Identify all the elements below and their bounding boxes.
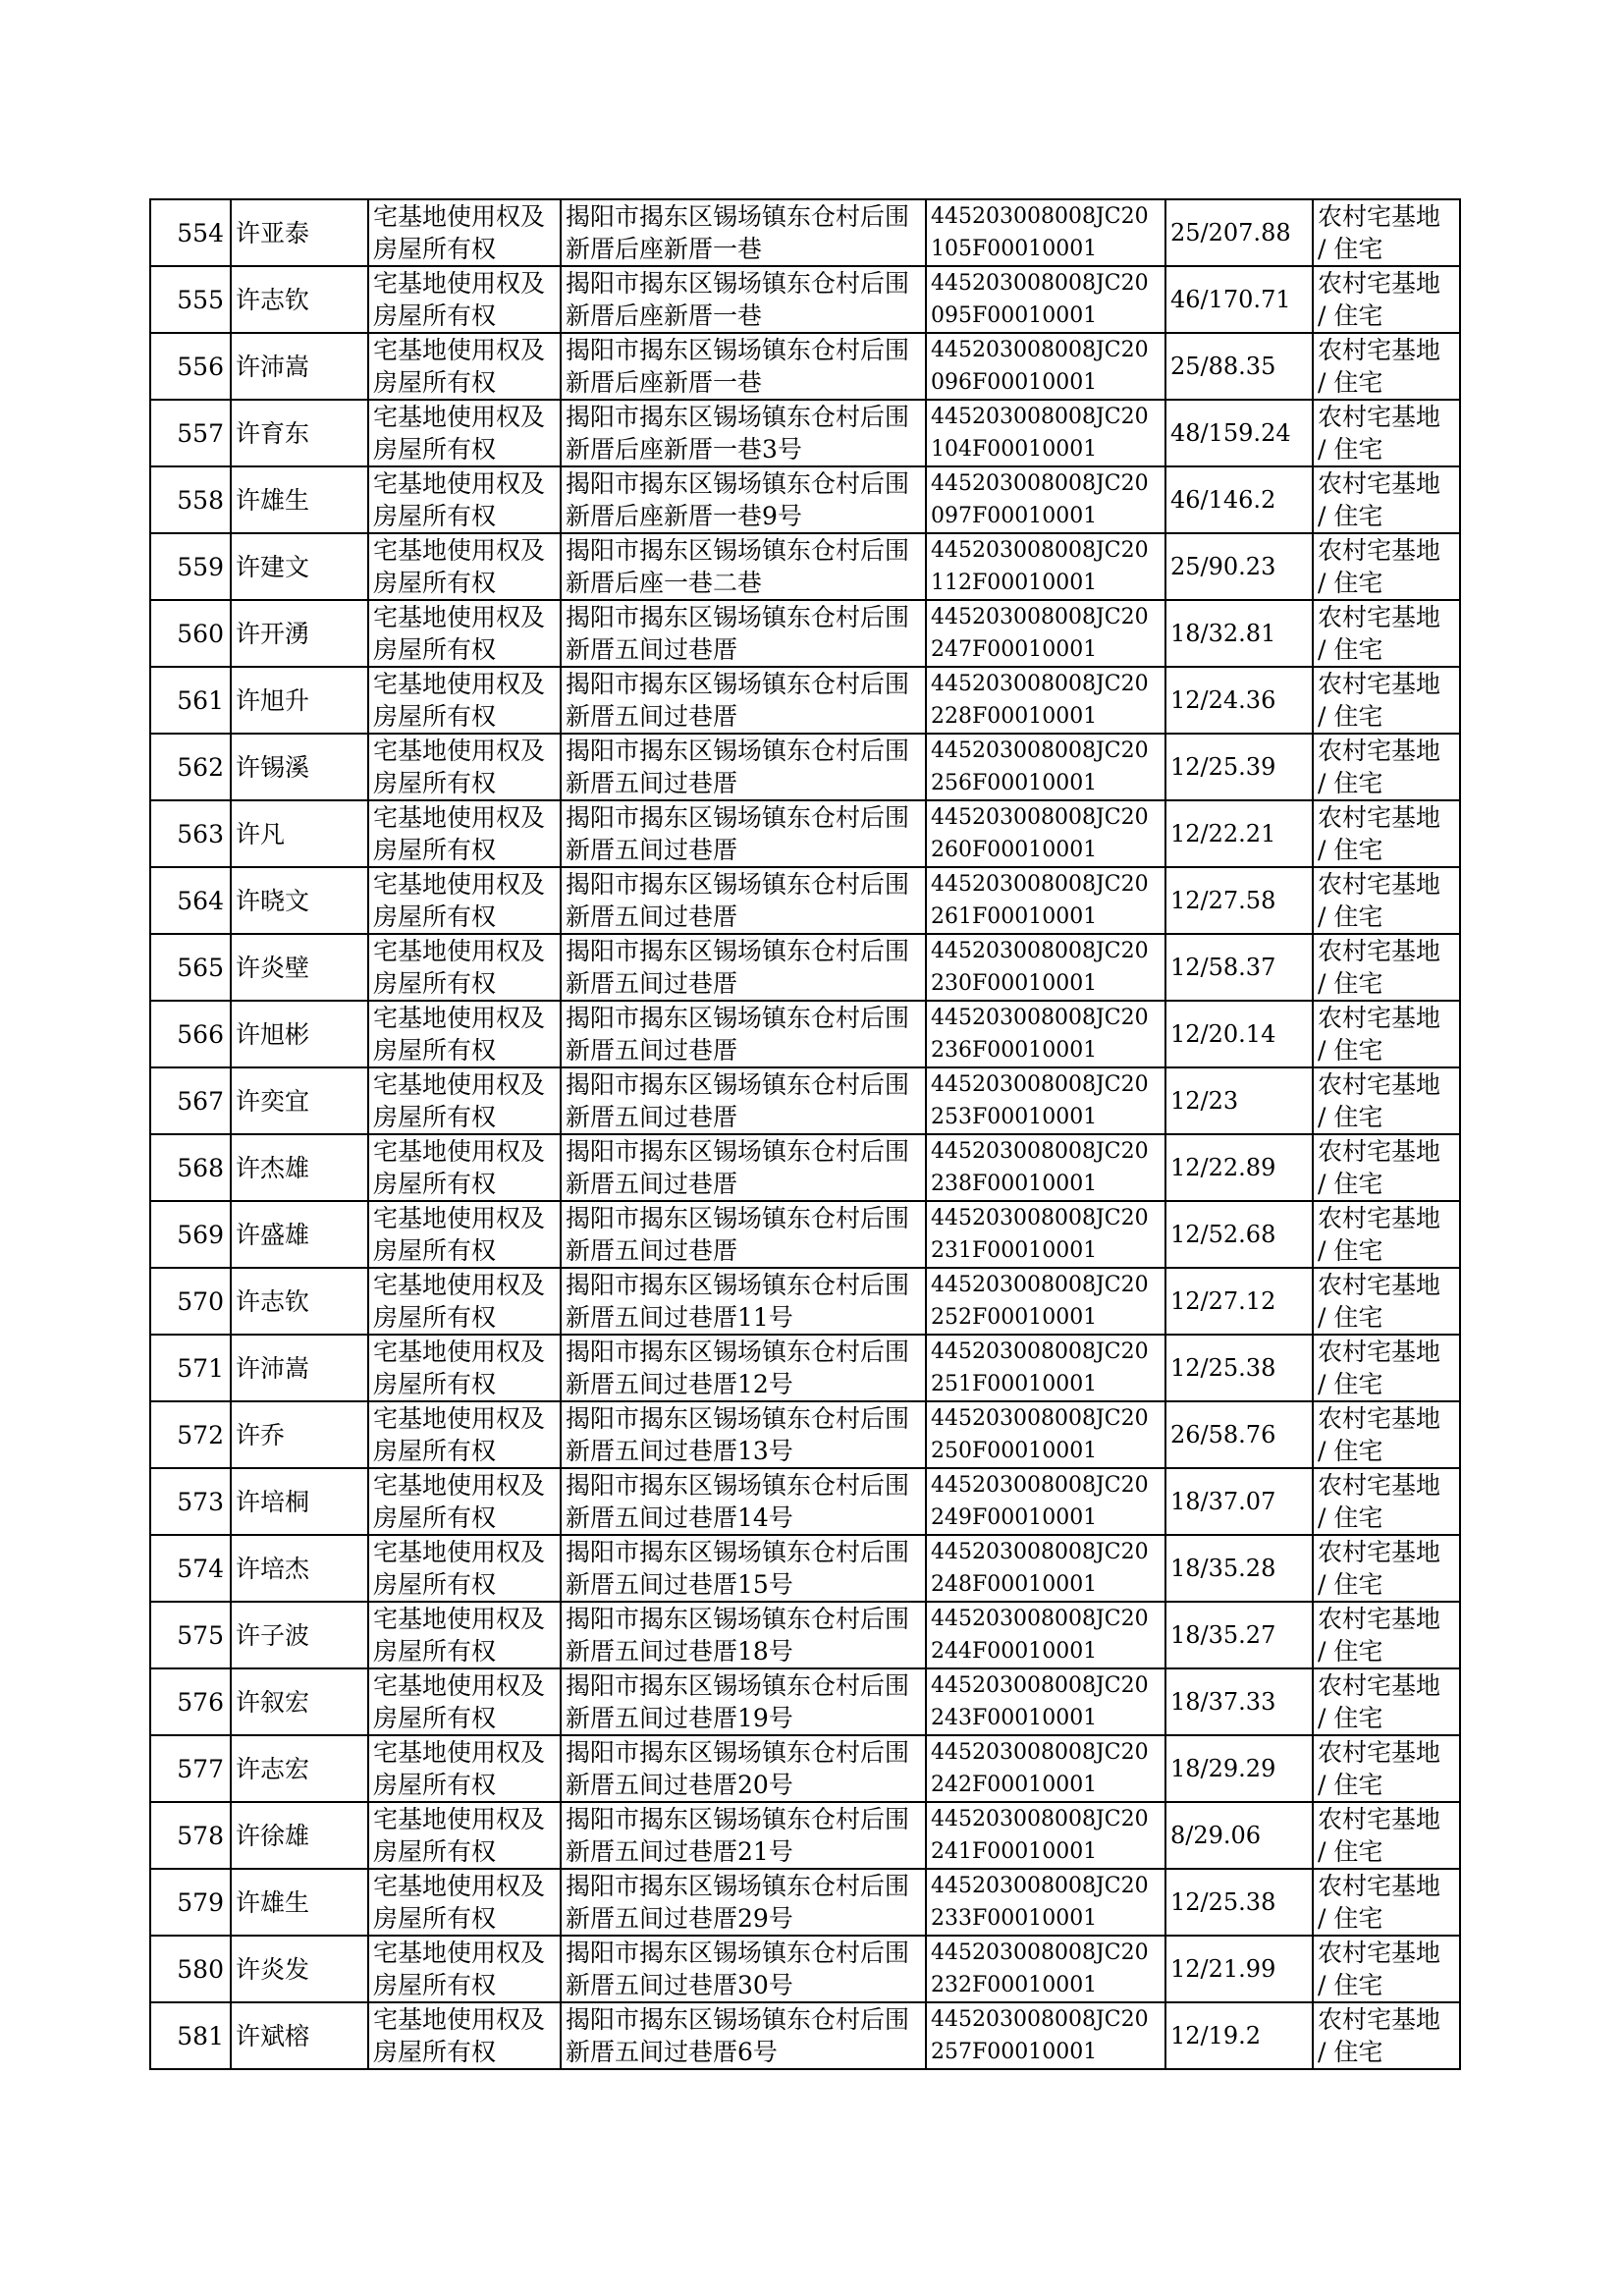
owner-name: 许志钦 [231, 1268, 368, 1335]
area-value: 25/90.23 [1165, 533, 1313, 600]
property-unit-code: 445203008008JC20242F00010001 [926, 1735, 1165, 1802]
row-number: 559 [150, 533, 231, 600]
right-type: 宅基地使用权及房屋所有权 [368, 1468, 561, 1535]
property-unit-code: 445203008008JC20096F00010001 [926, 333, 1165, 400]
property-location: 揭阳市揭东区锡场镇东仓村后围新厝五间过巷厝 [561, 667, 926, 734]
land-use: 农村宅基地 / 住宅 [1313, 199, 1460, 266]
right-type: 宅基地使用权及房屋所有权 [368, 934, 561, 1001]
area-value: 12/27.12 [1165, 1268, 1313, 1335]
property-location: 揭阳市揭东区锡场镇东仓村后围新厝五间过巷厝 [561, 867, 926, 934]
land-use: 农村宅基地 / 住宅 [1313, 734, 1460, 800]
land-use: 农村宅基地 / 住宅 [1313, 466, 1460, 533]
right-type: 宅基地使用权及房屋所有权 [368, 1936, 561, 2002]
row-number: 560 [150, 600, 231, 667]
land-use: 农村宅基地 / 住宅 [1313, 533, 1460, 600]
area-value: 12/52.68 [1165, 1201, 1313, 1268]
area-value: 48/159.24 [1165, 400, 1313, 466]
property-location: 揭阳市揭东区锡场镇东仓村后围新厝五间过巷厝20号 [561, 1735, 926, 1802]
property-location: 揭阳市揭东区锡场镇东仓村后围新厝五间过巷厝30号 [561, 1936, 926, 2002]
table-row [150, 400, 1460, 466]
owner-name: 许培杰 [231, 1535, 368, 1602]
area-value: 18/29.29 [1165, 1735, 1313, 1802]
owner-name: 许盛雄 [231, 1201, 368, 1268]
right-type: 宅基地使用权及房屋所有权 [368, 1067, 561, 1134]
property-location: 揭阳市揭东区锡场镇东仓村后围新厝五间过巷厝12号 [561, 1335, 926, 1401]
table-row [150, 1869, 1460, 1936]
right-type: 宅基地使用权及房屋所有权 [368, 266, 561, 333]
property-unit-code: 445203008008JC20236F00010001 [926, 1001, 1165, 1067]
right-type: 宅基地使用权及房屋所有权 [368, 1735, 561, 1802]
row-number: 574 [150, 1535, 231, 1602]
property-unit-code: 445203008008JC20241F00010001 [926, 1802, 1165, 1869]
property-unit-code: 445203008008JC20231F00010001 [926, 1201, 1165, 1268]
land-use: 农村宅基地 / 住宅 [1313, 400, 1460, 466]
owner-name: 许沛嵩 [231, 1335, 368, 1401]
table-row [150, 466, 1460, 533]
right-type: 宅基地使用权及房屋所有权 [368, 1335, 561, 1401]
property-unit-code: 445203008008JC20097F00010001 [926, 466, 1165, 533]
property-unit-code: 445203008008JC20247F00010001 [926, 600, 1165, 667]
owner-name: 许雄生 [231, 466, 368, 533]
property-location: 揭阳市揭东区锡场镇东仓村后围新厝后座新厝一巷9号 [561, 466, 926, 533]
table-row [150, 1401, 1460, 1468]
area-value: 8/29.06 [1165, 1802, 1313, 1869]
area-value: 18/35.28 [1165, 1535, 1313, 1602]
right-type: 宅基地使用权及房屋所有权 [368, 1268, 561, 1335]
land-use: 农村宅基地 / 住宅 [1313, 1268, 1460, 1335]
row-number: 562 [150, 734, 231, 800]
property-unit-code: 445203008008JC20257F00010001 [926, 2002, 1165, 2069]
row-number: 576 [150, 1668, 231, 1735]
land-use: 农村宅基地 / 住宅 [1313, 266, 1460, 333]
property-unit-code: 445203008008JC20244F00010001 [926, 1602, 1165, 1668]
owner-name: 许乔 [231, 1401, 368, 1468]
right-type: 宅基地使用权及房屋所有权 [368, 1001, 561, 1067]
row-number: 568 [150, 1134, 231, 1201]
area-value: 12/22.21 [1165, 800, 1313, 867]
owner-name: 许育东 [231, 400, 368, 466]
table-row [150, 734, 1460, 800]
row-number: 556 [150, 333, 231, 400]
row-number: 566 [150, 1001, 231, 1067]
right-type: 宅基地使用权及房屋所有权 [368, 1668, 561, 1735]
row-number: 581 [150, 2002, 231, 2069]
owner-name: 许培桐 [231, 1468, 368, 1535]
table-row [150, 1001, 1460, 1067]
owner-name: 许旭彬 [231, 1001, 368, 1067]
land-use: 农村宅基地 / 住宅 [1313, 1468, 1460, 1535]
row-number: 569 [150, 1201, 231, 1268]
row-number: 557 [150, 400, 231, 466]
property-location: 揭阳市揭东区锡场镇东仓村后围新厝五间过巷厝6号 [561, 2002, 926, 2069]
table-row [150, 533, 1460, 600]
land-use: 农村宅基地 / 住宅 [1313, 1067, 1460, 1134]
right-type: 宅基地使用权及房屋所有权 [368, 1802, 561, 1869]
area-value: 18/32.81 [1165, 600, 1313, 667]
table-row [150, 333, 1460, 400]
property-location: 揭阳市揭东区锡场镇东仓村后围新厝五间过巷厝19号 [561, 1668, 926, 1735]
table-row [150, 600, 1460, 667]
table-row [150, 934, 1460, 1001]
owner-name: 许建文 [231, 533, 368, 600]
row-number: 555 [150, 266, 231, 333]
area-value: 46/146.2 [1165, 466, 1313, 533]
area-value: 12/25.39 [1165, 734, 1313, 800]
property-location: 揭阳市揭东区锡场镇东仓村后围新厝五间过巷厝29号 [561, 1869, 926, 1936]
area-value: 26/58.76 [1165, 1401, 1313, 1468]
table-row [150, 867, 1460, 934]
owner-name: 许雄生 [231, 1869, 368, 1936]
land-use: 农村宅基地 / 住宅 [1313, 1668, 1460, 1735]
land-use: 农村宅基地 / 住宅 [1313, 1535, 1460, 1602]
row-number: 563 [150, 800, 231, 867]
property-location: 揭阳市揭东区锡场镇东仓村后围新厝五间过巷厝18号 [561, 1602, 926, 1668]
right-type: 宅基地使用权及房屋所有权 [368, 2002, 561, 2069]
property-unit-code: 445203008008JC20260F00010001 [926, 800, 1165, 867]
table-row [150, 1802, 1460, 1869]
land-use: 农村宅基地 / 住宅 [1313, 1201, 1460, 1268]
right-type: 宅基地使用权及房屋所有权 [368, 1201, 561, 1268]
table-row [150, 1735, 1460, 1802]
table-row [150, 1201, 1460, 1268]
area-value: 12/25.38 [1165, 1869, 1313, 1936]
right-type: 宅基地使用权及房屋所有权 [368, 667, 561, 734]
owner-name: 许旭升 [231, 667, 368, 734]
land-use: 农村宅基地 / 住宅 [1313, 934, 1460, 1001]
area-value: 12/19.2 [1165, 2002, 1313, 2069]
property-unit-code: 445203008008JC20232F00010001 [926, 1936, 1165, 2002]
table-row [150, 1468, 1460, 1535]
row-number: 565 [150, 934, 231, 1001]
table-row [150, 1936, 1460, 2002]
owner-name: 许沛嵩 [231, 333, 368, 400]
area-value: 12/23 [1165, 1067, 1313, 1134]
right-type: 宅基地使用权及房屋所有权 [368, 600, 561, 667]
property-unit-code: 445203008008JC20261F00010001 [926, 867, 1165, 934]
property-unit-code: 445203008008JC20256F00010001 [926, 734, 1165, 800]
property-unit-code: 445203008008JC20112F00010001 [926, 533, 1165, 600]
area-value: 25/207.88 [1165, 199, 1313, 266]
owner-name: 许叙宏 [231, 1668, 368, 1735]
row-number: 564 [150, 867, 231, 934]
row-number: 567 [150, 1067, 231, 1134]
row-number: 558 [150, 466, 231, 533]
table-row [150, 1535, 1460, 1602]
property-location: 揭阳市揭东区锡场镇东仓村后围新厝五间过巷厝 [561, 1201, 926, 1268]
land-use: 农村宅基地 / 住宅 [1313, 1602, 1460, 1668]
owner-name: 许开湧 [231, 600, 368, 667]
property-location: 揭阳市揭东区锡场镇东仓村后围新厝五间过巷厝 [561, 1001, 926, 1067]
land-use: 农村宅基地 / 住宅 [1313, 1001, 1460, 1067]
land-use: 农村宅基地 / 住宅 [1313, 800, 1460, 867]
table-row [150, 1067, 1460, 1134]
area-value: 12/20.14 [1165, 1001, 1313, 1067]
right-type: 宅基地使用权及房屋所有权 [368, 333, 561, 400]
area-value: 12/58.37 [1165, 934, 1313, 1001]
property-location: 揭阳市揭东区锡场镇东仓村后围新厝五间过巷厝 [561, 800, 926, 867]
area-value: 25/88.35 [1165, 333, 1313, 400]
table-row [150, 2002, 1460, 2069]
property-unit-code: 445203008008JC20252F00010001 [926, 1268, 1165, 1335]
right-type: 宅基地使用权及房屋所有权 [368, 533, 561, 600]
table-row [150, 1602, 1460, 1668]
row-number: 561 [150, 667, 231, 734]
property-unit-code: 445203008008JC20249F00010001 [926, 1468, 1165, 1535]
area-value: 12/27.58 [1165, 867, 1313, 934]
owner-name: 许斌榕 [231, 2002, 368, 2069]
property-location: 揭阳市揭东区锡场镇东仓村后围新厝五间过巷厝 [561, 600, 926, 667]
property-unit-code: 445203008008JC20251F00010001 [926, 1335, 1165, 1401]
right-type: 宅基地使用权及房屋所有权 [368, 466, 561, 533]
table-row [150, 1335, 1460, 1401]
right-type: 宅基地使用权及房屋所有权 [368, 1869, 561, 1936]
property-location: 揭阳市揭东区锡场镇东仓村后围新厝五间过巷厝 [561, 1134, 926, 1201]
land-use: 农村宅基地 / 住宅 [1313, 2002, 1460, 2069]
property-unit-code: 445203008008JC20248F00010001 [926, 1535, 1165, 1602]
right-type: 宅基地使用权及房屋所有权 [368, 800, 561, 867]
property-unit-code: 445203008008JC20228F00010001 [926, 667, 1165, 734]
area-value: 46/170.71 [1165, 266, 1313, 333]
owner-name: 许奕宜 [231, 1067, 368, 1134]
property-location: 揭阳市揭东区锡场镇东仓村后围新厝五间过巷厝 [561, 734, 926, 800]
right-type: 宅基地使用权及房屋所有权 [368, 1401, 561, 1468]
row-number: 554 [150, 199, 231, 266]
property-unit-code: 445203008008JC20233F00010001 [926, 1869, 1165, 1936]
area-value: 18/35.27 [1165, 1602, 1313, 1668]
table-row [150, 1268, 1460, 1335]
owner-name: 许志宏 [231, 1735, 368, 1802]
property-unit-code: 445203008008JC20105F00010001 [926, 199, 1165, 266]
row-number: 578 [150, 1802, 231, 1869]
property-unit-code: 445203008008JC20095F00010001 [926, 266, 1165, 333]
property-location: 揭阳市揭东区锡场镇东仓村后围新厝后座新厝一巷 [561, 199, 926, 266]
owner-name: 许晓文 [231, 867, 368, 934]
land-use: 农村宅基地 / 住宅 [1313, 1401, 1460, 1468]
land-use: 农村宅基地 / 住宅 [1313, 333, 1460, 400]
owner-name: 许徐雄 [231, 1802, 368, 1869]
property-location: 揭阳市揭东区锡场镇东仓村后围新厝五间过巷厝21号 [561, 1802, 926, 1869]
area-value: 12/21.99 [1165, 1936, 1313, 2002]
right-type: 宅基地使用权及房屋所有权 [368, 400, 561, 466]
property-location: 揭阳市揭东区锡场镇东仓村后围新厝五间过巷厝11号 [561, 1268, 926, 1335]
area-value: 12/25.38 [1165, 1335, 1313, 1401]
row-number: 571 [150, 1335, 231, 1401]
property-unit-code: 445203008008JC20250F00010001 [926, 1401, 1165, 1468]
land-use: 农村宅基地 / 住宅 [1313, 1802, 1460, 1869]
table-row [150, 266, 1460, 333]
property-unit-code: 445203008008JC20230F00010001 [926, 934, 1165, 1001]
table-row [150, 800, 1460, 867]
property-unit-code: 445203008008JC20243F00010001 [926, 1668, 1165, 1735]
right-type: 宅基地使用权及房屋所有权 [368, 1134, 561, 1201]
property-unit-code: 445203008008JC20238F00010001 [926, 1134, 1165, 1201]
row-number: 573 [150, 1468, 231, 1535]
row-number: 572 [150, 1401, 231, 1468]
row-number: 570 [150, 1268, 231, 1335]
land-use: 农村宅基地 / 住宅 [1313, 667, 1460, 734]
owner-name: 许炎发 [231, 1936, 368, 2002]
registry-table [149, 198, 1461, 2070]
table-body [150, 199, 1460, 2069]
land-use: 农村宅基地 / 住宅 [1313, 600, 1460, 667]
right-type: 宅基地使用权及房屋所有权 [368, 867, 561, 934]
right-type: 宅基地使用权及房屋所有权 [368, 1535, 561, 1602]
owner-name: 许子波 [231, 1602, 368, 1668]
property-location: 揭阳市揭东区锡场镇东仓村后围新厝后座一巷二巷 [561, 533, 926, 600]
owner-name: 许杰雄 [231, 1134, 368, 1201]
row-number: 580 [150, 1936, 231, 2002]
property-location: 揭阳市揭东区锡场镇东仓村后围新厝五间过巷厝13号 [561, 1401, 926, 1468]
land-use: 农村宅基地 / 住宅 [1313, 867, 1460, 934]
property-unit-code: 445203008008JC20104F00010001 [926, 400, 1165, 466]
owner-name: 许炎壁 [231, 934, 368, 1001]
property-location: 揭阳市揭东区锡场镇东仓村后围新厝五间过巷厝14号 [561, 1468, 926, 1535]
property-unit-code: 445203008008JC20253F00010001 [926, 1067, 1165, 1134]
property-location: 揭阳市揭东区锡场镇东仓村后围新厝五间过巷厝 [561, 934, 926, 1001]
area-value: 12/22.89 [1165, 1134, 1313, 1201]
land-use: 农村宅基地 / 住宅 [1313, 1335, 1460, 1401]
area-value: 18/37.07 [1165, 1468, 1313, 1535]
property-location: 揭阳市揭东区锡场镇东仓村后围新厝后座新厝一巷 [561, 333, 926, 400]
right-type: 宅基地使用权及房屋所有权 [368, 734, 561, 800]
property-location: 揭阳市揭东区锡场镇东仓村后围新厝后座新厝一巷 [561, 266, 926, 333]
table-row [150, 1668, 1460, 1735]
property-location: 揭阳市揭东区锡场镇东仓村后围新厝五间过巷厝 [561, 1067, 926, 1134]
owner-name: 许志钦 [231, 266, 368, 333]
right-type: 宅基地使用权及房屋所有权 [368, 1602, 561, 1668]
land-use: 农村宅基地 / 住宅 [1313, 1134, 1460, 1201]
table-row [150, 1134, 1460, 1201]
property-location: 揭阳市揭东区锡场镇东仓村后围新厝后座新厝一巷3号 [561, 400, 926, 466]
owner-name: 许亚泰 [231, 199, 368, 266]
right-type: 宅基地使用权及房屋所有权 [368, 199, 561, 266]
property-location: 揭阳市揭东区锡场镇东仓村后围新厝五间过巷厝15号 [561, 1535, 926, 1602]
area-value: 18/37.33 [1165, 1668, 1313, 1735]
table-row [150, 667, 1460, 734]
land-use: 农村宅基地 / 住宅 [1313, 1735, 1460, 1802]
row-number: 579 [150, 1869, 231, 1936]
row-number: 577 [150, 1735, 231, 1802]
row-number: 575 [150, 1602, 231, 1668]
owner-name: 许凡 [231, 800, 368, 867]
table-row [150, 199, 1460, 266]
owner-name: 许锡溪 [231, 734, 368, 800]
land-use: 农村宅基地 / 住宅 [1313, 1936, 1460, 2002]
land-use: 农村宅基地 / 住宅 [1313, 1869, 1460, 1936]
area-value: 12/24.36 [1165, 667, 1313, 734]
